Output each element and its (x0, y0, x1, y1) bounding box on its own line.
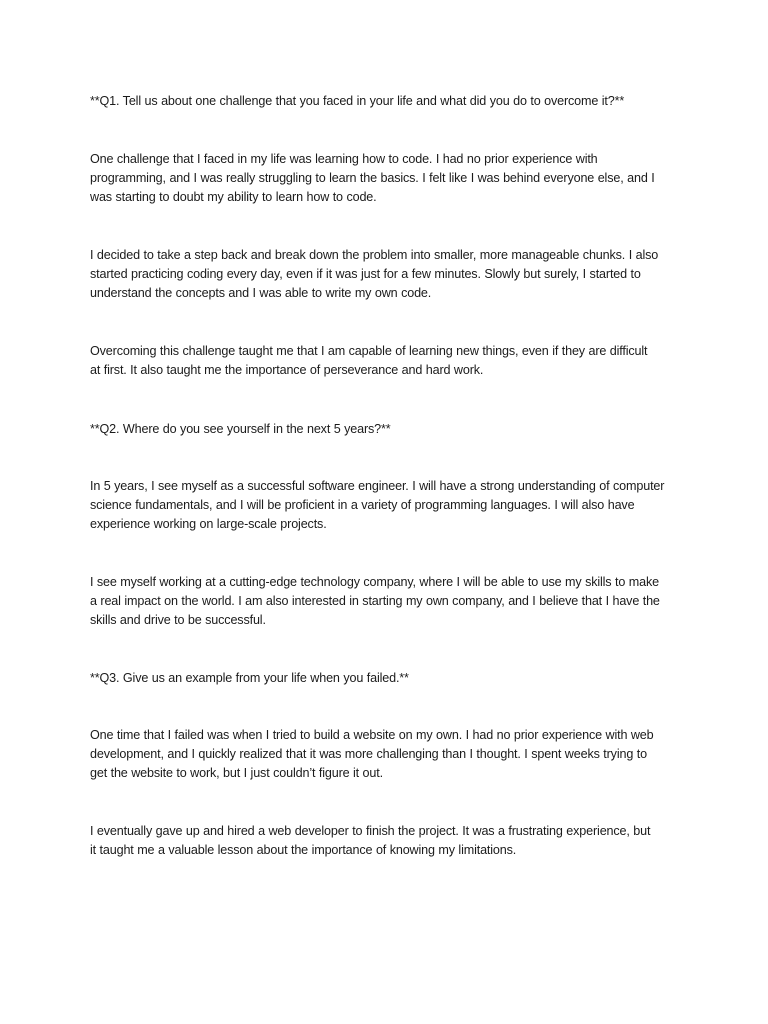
text-line: get the website to work, but I just couldn’t figure it out. (90, 766, 383, 780)
text-line: was starting to doubt my ability to learn how to code. (90, 190, 377, 204)
text-line: a real impact on the world. I am also interested in starting my own company, and I believe that I have the (90, 594, 660, 608)
text-line: In 5 years, I see myself as a successful software engineer. I will have a strong understanding of computer (90, 479, 665, 493)
text-line: One challenge that I faced in my life was learning how to code. I had no prior experience with (90, 152, 598, 166)
text-line: programming, and I was really struggling to learn the basics. I felt like I was behind everyone else, and I (90, 171, 655, 185)
question-2 (90, 420, 690, 439)
answer-paragraph (90, 573, 690, 630)
text-line: I eventually gave up and hired a web developer to finish the project. It was a frustrating experience, but (90, 824, 651, 838)
text-line: science fundamentals, and I will be proficient in a variety of programming languages. I will also have (90, 498, 635, 512)
text-line: skills and drive to be successful. (90, 613, 266, 627)
answer-paragraph (90, 342, 690, 380)
text-line: Overcoming this challenge taught me that I am capable of learning new things, even if they are difficult (90, 344, 648, 358)
question-1 (90, 92, 690, 111)
answer-paragraph (90, 246, 690, 303)
text-line: One time that I failed was when I tried to build a website on my own. I had no prior experience with web (90, 728, 654, 742)
text-line: understand the concepts and I was able to write my own code. (90, 286, 432, 300)
text-line: development, and I quickly realized that it was more challenging than I thought. I spent weeks trying to (90, 747, 647, 761)
text-line: it taught me a valuable lesson about the importance of knowing my limitations. (90, 843, 517, 857)
answer-paragraph (90, 822, 690, 860)
text-line: I see myself working at a cutting-edge technology company, where I will be able to use my skills to make (90, 575, 659, 589)
answer-paragraph (90, 477, 690, 534)
text-line: I decided to take a step back and break down the problem into smaller, more manageable chunks. I also (90, 248, 659, 262)
question-3 (90, 669, 690, 688)
text-line: started practicing coding every day, even if it was just for a few minutes. Slowly but surely, I started to (90, 267, 641, 281)
text-line: **Q3. Give us an example from your life when you failed.** (90, 671, 409, 685)
text-line: experience working on large-scale projects. (90, 517, 327, 531)
text-line: **Q1. Tell us about one challenge that you faced in your life and what did you do to overcome it?** (90, 94, 625, 108)
text-line: at first. It also taught me the importance of perseverance and hard work. (90, 363, 484, 377)
answer-paragraph (90, 150, 690, 207)
answer-paragraph (90, 726, 690, 783)
text-line: **Q2. Where do you see yourself in the next 5 years?** (90, 422, 391, 436)
